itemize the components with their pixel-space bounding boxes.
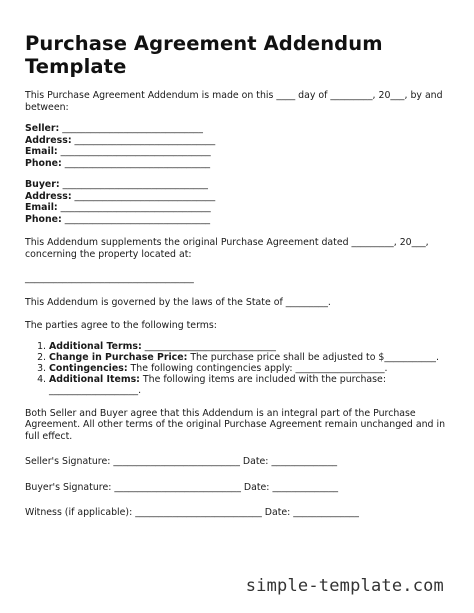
- buyer-name-line: [25, 179, 455, 191]
- field-blank: _______________________________: [61, 157, 211, 169]
- field-blank: ________________________________: [57, 202, 211, 213]
- field-label: Email:: [25, 202, 58, 213]
- property-line: ____________________________________: [25, 273, 194, 284]
- field-label: Address:: [25, 134, 72, 146]
- seller-address-line: [25, 135, 455, 147]
- term-text: The following contingencies apply: ___________________.: [127, 362, 388, 374]
- terms-intro: The parties agree to the following terms:: [25, 320, 217, 331]
- terms-list: [25, 341, 455, 396]
- buyer-phone-line: [25, 214, 455, 226]
- agreement-text: Both Seller and Buyer agree that this Addendum is an integral part of the Purchase Agreement. All other terms of the original Purchase Agreement remain unchanged and in full effect.: [25, 407, 446, 442]
- buyer-signature-line: Buyer's Signature: ___________________________ Date: ______________: [25, 481, 339, 493]
- term-label: Additional Terms:: [49, 340, 142, 352]
- intro-text: This Purchase Agreement Addendum is made on this ____ day of _________, 20___, by and between:: [25, 90, 443, 113]
- term-item: [49, 363, 455, 374]
- field-label: Phone:: [25, 213, 62, 225]
- field-label: Buyer:: [25, 179, 60, 190]
- seller-phone-line: [25, 158, 455, 170]
- field-blank: ______________________________: [59, 123, 203, 134]
- site-watermark: simple-template.com: [245, 576, 444, 596]
- term-text: ____________________________: [141, 340, 276, 352]
- field-blank: ______________________________: [71, 134, 216, 146]
- buyer-block: [25, 179, 455, 225]
- document-title: Purchase Agreement Addendum Template: [25, 32, 383, 78]
- seller-name-line: [25, 123, 455, 135]
- field-label: Seller:: [25, 123, 60, 134]
- term-label: Contingencies:: [49, 362, 128, 374]
- supplement-text: This Addendum supplements the original Purchase Agreement dated _________, 20___, concerning the property located at:: [25, 237, 429, 260]
- seller-signature-line: Seller's Signature: ___________________________ Date: ______________: [25, 456, 338, 467]
- term-item: [49, 352, 455, 363]
- field-label: Address:: [25, 190, 72, 202]
- seller-block: [25, 123, 455, 169]
- term-text: The following items are included with the purchase: ___________________.: [49, 373, 386, 396]
- field-label: Phone:: [25, 157, 62, 169]
- term-label: Additional Items:: [49, 373, 140, 385]
- witness-signature-line: Witness (if applicable): ___________________________ Date: ______________: [25, 507, 359, 518]
- term-text: The purchase price shall be adjusted to $___________.: [187, 351, 439, 363]
- field-label: Email:: [25, 146, 58, 157]
- field-blank: _______________________________: [59, 179, 208, 190]
- document-page: [25, 32, 455, 519]
- term-label: Change in Purchase Price:: [49, 351, 188, 363]
- governing-law-text: This Addendum is governed by the laws of the State of _________.: [25, 296, 331, 308]
- buyer-email-line: [25, 202, 455, 214]
- term-item: [49, 341, 455, 352]
- field-blank: ________________________________: [57, 146, 211, 157]
- term-item: [49, 374, 455, 396]
- field-blank: ______________________________: [71, 190, 216, 202]
- buyer-address-line: [25, 191, 455, 203]
- seller-email-line: [25, 146, 455, 158]
- field-blank: _______________________________: [61, 213, 211, 225]
